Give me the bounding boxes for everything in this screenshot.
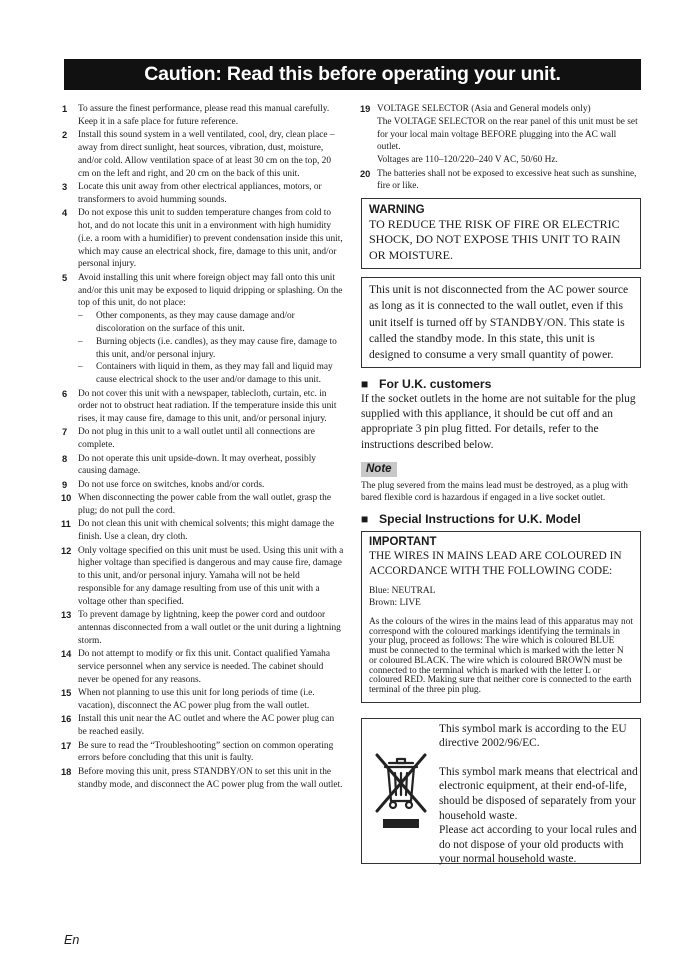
item-text: Before moving this unit, press STANDBY/ON to set this unit in the standby mode, and disconnect the AC power plug from the wall outlet. xyxy=(78,766,343,790)
item-number: 6 xyxy=(62,388,68,399)
item-number: 11 xyxy=(61,519,71,530)
item-text: Install this sound system in a well ventilated, cool, dry, clean place – away from direct sunlight, heat sources, vibration, dust, moisture, and/or cold. Allow ventilation space of at least 30 cm on the top, 20 cm on the left and right, and 20 cm on the back of this unit. xyxy=(78,130,335,179)
caution-item xyxy=(62,545,344,609)
item-text: Avoid installing this unit where foreign object may fall onto this unit and/or this unit may be exposed to liquid dripping or splashing. On the top of this unit, do not place: xyxy=(78,272,343,309)
page-title-banner xyxy=(64,59,641,90)
item-number: 15 xyxy=(61,688,72,699)
caution-item xyxy=(62,426,344,452)
caution-list-right xyxy=(361,103,641,864)
dash-bullet: – xyxy=(78,362,83,373)
weee-para-3: Please act according to your local rules and do not dispose of your old products with your normal household waste. xyxy=(439,824,637,866)
item-text: When not planning to use this unit for long periods of time (i.e. vacation), disconnect the AC power plug from the wall outlet. xyxy=(78,688,315,711)
item-text: Do not cover this unit with a newspaper, tablecloth, curtain, etc. in order not to obstruct heat radiation. If the temperature inside this unit rises, it may cause fire, damage to this unit, and/or personal injury. xyxy=(78,388,337,425)
item-number: 12 xyxy=(61,545,72,556)
crossed-out-wheelie-bin-icon xyxy=(373,749,429,835)
language-footer: En xyxy=(64,933,80,947)
item-text: Do not plug in this unit to a wall outlet until all connections are complete. xyxy=(78,427,315,451)
special-instructions-heading xyxy=(361,511,641,527)
caution-item xyxy=(361,103,641,167)
item-number: 7 xyxy=(62,427,68,438)
caution-item xyxy=(361,168,641,194)
item-text: Locate this unit away from other electrical appliances, motors, or transformers to avoid humming sounds. xyxy=(78,181,322,205)
caution-item xyxy=(62,453,344,479)
special-instructions-heading-text: Special Instructions for U.K. Model xyxy=(379,511,581,526)
sub-item-text: Containers with liquid in them, as they may fall and liquid may cause electrical shock to the user and/or damage to this unit. xyxy=(96,362,333,386)
standby-notice-text: This unit is not disconnected from the AC power source as long as it is connected to the wall outlet, even if this unit itself is turned off by STANDBY/ON. This state is called the standby mode. In this state, this unit is designed to consume a very small quantity of power. xyxy=(369,282,629,362)
note-text: The plug severed from the mains lead must be destroyed, as a plug with bared flexible cord is hazardous if engaged in a live socket outlet. xyxy=(361,481,628,504)
caution-item xyxy=(62,272,344,387)
important-text: THE WIRES IN MAINS LEAD ARE COLOURED IN ACCORDANCE WITH THE FOLLOWING CODE: xyxy=(369,549,622,577)
caution-item xyxy=(62,648,344,686)
sub-item xyxy=(78,310,344,336)
caution-item xyxy=(62,129,344,180)
wire-blue: Blue: NEUTRAL xyxy=(369,586,436,596)
caution-item xyxy=(62,207,344,271)
item-number: 1 xyxy=(62,104,68,114)
standby-notice-box xyxy=(361,277,641,368)
caution-item xyxy=(62,181,344,207)
item-text: To assure the finest performance, please read this manual carefully. Keep it in a safe place for future reference. xyxy=(78,104,330,127)
warning-box xyxy=(361,198,641,269)
sub-item-text: Other components, as they may cause damage and/or discoloration on the surface of this unit. xyxy=(96,311,295,334)
caution-item xyxy=(62,687,344,713)
uk-customers-heading xyxy=(361,376,641,392)
item-number: 19 xyxy=(360,104,371,114)
caution-item xyxy=(62,518,344,544)
caution-item xyxy=(62,766,344,792)
weee-box xyxy=(361,718,641,864)
item-number: 16 xyxy=(61,714,72,725)
caution-item xyxy=(62,388,344,426)
warning-text: TO REDUCE THE RISK OF FIRE OR ELECTRIC SHOCK, DO NOT EXPOSE THIS UNIT TO RAIN OR MOISTURE. xyxy=(369,217,621,262)
weee-para-1: This symbol mark is according to the EU directive 2002/96/EC. xyxy=(439,722,627,750)
wiring-instructions: As the colours of the wires in the mains lead of this apparatus may not correspond with the coloured markings identifying the terminals in your plug, proceed as follows: The wire which is coloured BLUE must be connected to the terminal which is marked with the letter N or coloured BLACK. The wire which is coloured BROWN must be connected to the terminal which is marked with the letter L or coloured RED. Making sure that neither core is connected to the earth terminal of the three pin plug. xyxy=(369,617,634,695)
item-number: 13 xyxy=(61,610,72,621)
caution-item xyxy=(62,479,344,492)
item-number: 17 xyxy=(61,740,72,751)
item-number: 8 xyxy=(62,453,68,464)
item-text: Do not expose this unit to sudden temperature changes from cold to hot, and do not locate this unit in a environment with high humidity (i.e. a room with a humidifier) to prevent condensation inside this unit, which may cause an electrical shock, fire, damage to this unit, and/or personal injury. xyxy=(78,208,343,270)
item-text: Do not operate this unit upside-down. It may overheat, possibly causing damage. xyxy=(78,453,316,477)
caution-item xyxy=(62,103,344,129)
weee-text xyxy=(439,722,639,867)
item-number: 18 xyxy=(61,766,72,777)
item-line: The VOLTAGE SELECTOR on the rear panel of this unit must be set for your local main voltage BEFORE plugging into the AC wall outlet. xyxy=(377,116,638,153)
sub-item xyxy=(78,361,344,387)
item-number: 5 xyxy=(62,272,68,283)
square-bullet-icon: ■ xyxy=(361,376,369,391)
dash-bullet: – xyxy=(78,311,83,322)
item-number: 10 xyxy=(61,493,72,504)
sub-item-text: Burning objects (i.e. candles), as they may cause fire, damage to this unit, and/or personal injury. xyxy=(96,336,337,360)
important-heading: IMPORTANT xyxy=(369,535,437,548)
item-text: Do not use force on switches, knobs and/or cords. xyxy=(78,479,265,490)
item-text: When disconnecting the power cable from the wall outlet, grasp the plug; do not pull the cord. xyxy=(78,493,331,517)
item-number: 9 xyxy=(62,479,68,490)
item-text: To prevent damage by lightning, keep the power cord and outdoor antennas disconnected from a wall outlet or the unit during a lightning storm. xyxy=(78,610,341,646)
item-text: Do not attempt to modify or fix this unit. Contact qualified Yamaha service personnel when any service is needed. The cabinet should never be opened for any reasons. xyxy=(78,649,330,685)
important-box xyxy=(361,531,641,703)
warning-heading: WARNING xyxy=(369,204,425,217)
dash-bullet: – xyxy=(78,336,83,347)
item-line: The batteries shall not be exposed to excessive heat such as sunshine, fire or like. xyxy=(377,168,637,192)
page-title: Caution: Read this before operating your unit. xyxy=(144,63,561,85)
caution-item xyxy=(62,609,344,647)
note-label: Note xyxy=(361,462,397,477)
sub-item xyxy=(78,336,344,362)
item-number: 2 xyxy=(62,130,68,141)
item-number: 20 xyxy=(360,168,371,179)
item-number: 14 xyxy=(61,649,72,660)
item-line: Voltages are 110–120/220–240 V AC, 50/60 Hz. xyxy=(377,155,558,166)
uk-customers-heading-text: For U.K. customers xyxy=(379,376,492,391)
square-bullet-icon: ■ xyxy=(361,511,369,526)
uk-customers-text: If the socket outlets in the home are not suitable for the plug supplied with this appliance, it should be cut off and an appropriate 3 pin plug fitted. For details, refer to the instructions described below. xyxy=(361,392,636,451)
item-text: Do not clean this unit with chemical solvents; this might damage the finish. Use a clean, dry cloth. xyxy=(78,519,335,543)
caution-item xyxy=(62,740,344,766)
caution-item xyxy=(62,492,344,518)
item-text: Only voltage specified on this unit must be used. Using this unit with a higher voltage than specified is dangerous and may cause fire, damage to this unit, and/or personal injury. Yamaha will not be held responsible for any damage resulting from use of this unit with a voltage other than specified. xyxy=(78,545,344,607)
item-text: Be sure to read the “Troubleshooting” section on common operating errors before concluding that this unit is faulty. xyxy=(78,740,334,764)
item-number: 3 xyxy=(62,181,68,192)
wire-brown: Brown: LIVE xyxy=(369,598,421,608)
caution-list-left xyxy=(62,103,344,792)
caution-item xyxy=(62,713,344,739)
weee-para-2: This symbol mark means that electrical and electronic equipment, at their end-of-life, should be disposed of separately from your household waste. xyxy=(439,765,638,822)
item-number: 4 xyxy=(62,208,68,219)
item-line: VOLTAGE SELECTOR (Asia and General models only) xyxy=(377,104,591,114)
item-text: Install this unit near the AC outlet and where the AC power plug can be reached easily. xyxy=(78,714,335,738)
